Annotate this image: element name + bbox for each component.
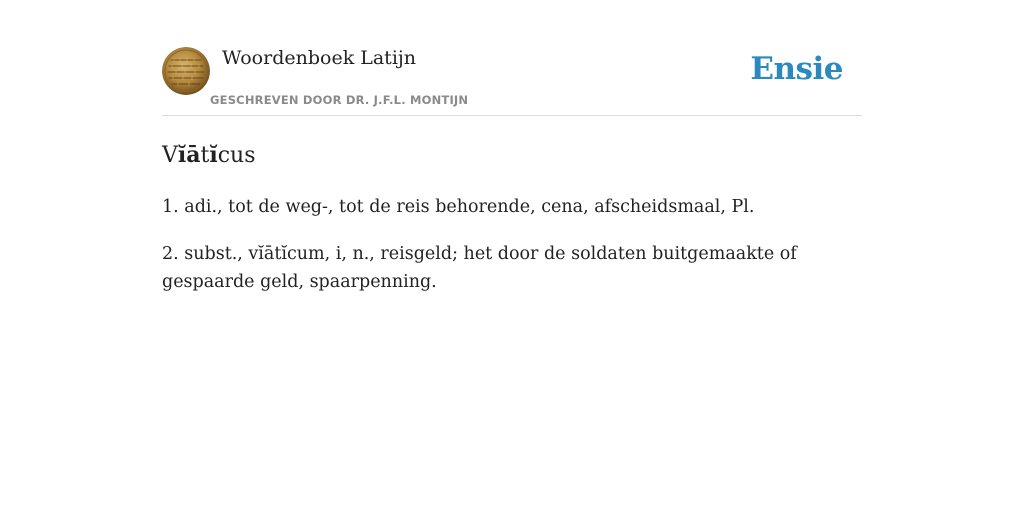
title-part: t (200, 143, 210, 168)
title-part-short: ĭ (209, 142, 218, 168)
definition-2: 2. subst., vĭātĭcum, i, n., reisgeld; het door de soldaten buitgemaakte of gespaarde geld, spaarpenning. (162, 244, 797, 292)
definition-1: 1. adi., tot de weg-, tot de reis behorende, cena, afscheidsmaal, Pl. (162, 197, 755, 217)
title-part: V (162, 143, 178, 168)
entry-title (162, 141, 862, 170)
ensie-brand-logo[interactable]: Ensie (750, 51, 843, 87)
author-byline: GESCHREVEN DOOR DR. J.F.L. MONTIJN (210, 93, 469, 107)
site-header (162, 46, 862, 116)
coin-icon (162, 47, 210, 95)
title-part-long: ĭā (177, 142, 201, 168)
page (162, 0, 862, 296)
dictionary-title-link[interactable]: Woordenboek Latijn (222, 47, 417, 69)
title-part: cus (217, 143, 256, 168)
dictionary-logo[interactable] (162, 47, 210, 95)
